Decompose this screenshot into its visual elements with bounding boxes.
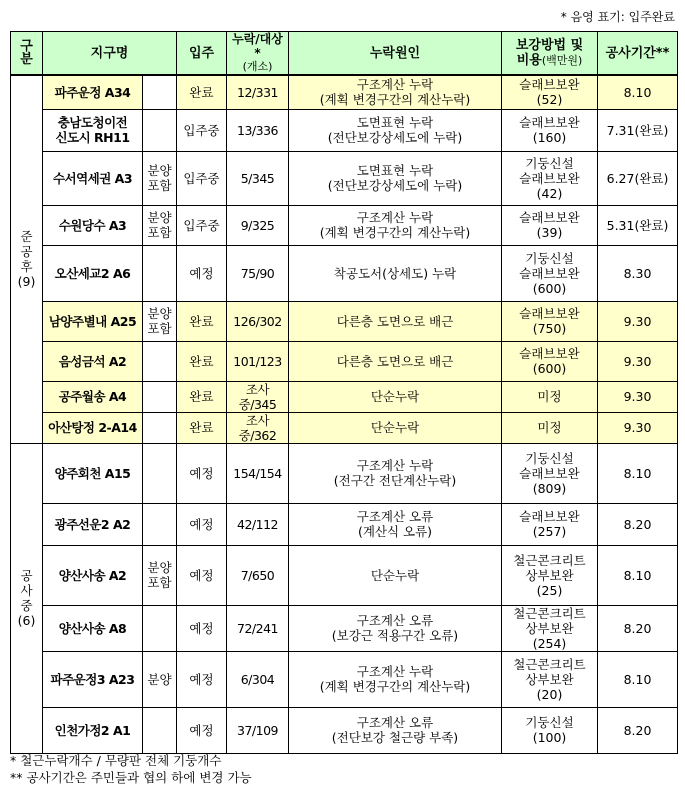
construction-period: 8.20 — [598, 605, 678, 651]
district-name — [43, 707, 143, 753]
table-row — [11, 651, 678, 707]
reinforcement-method-line: 미정 — [537, 420, 562, 435]
omission-cause-line: (전구간 전단계산누락) — [333, 473, 457, 488]
district-name — [43, 245, 143, 301]
omission-cause-line: 다른층 도면으로 배근 — [336, 313, 454, 329]
category-label: 공 — [20, 568, 33, 583]
district-name-line: 오산세교2 A6 — [54, 265, 131, 281]
omission-cause-line: (계획 변경구간의 계산누락) — [319, 92, 471, 108]
district-name-line: 양산사송 A8 — [58, 620, 127, 636]
table-row — [11, 545, 678, 605]
omission-count: 72/241 — [227, 605, 289, 651]
category-label: (9) — [17, 274, 36, 290]
header-district: 지구명 — [43, 32, 177, 76]
occupancy-status: 완료 — [177, 381, 227, 412]
omission-count: 7/650 — [227, 545, 289, 605]
reinforcement-method-line: 기둥신설 — [525, 250, 574, 266]
omission-cause — [289, 545, 502, 605]
category-cell — [11, 75, 43, 443]
omission-cause — [289, 151, 502, 205]
sale-note — [143, 412, 177, 443]
omission-count: 37/109 — [227, 707, 289, 753]
table-row — [11, 503, 678, 545]
omission-cause — [289, 443, 502, 503]
reinforcement-method-line: 기둥신설 — [525, 715, 574, 730]
district-name — [43, 651, 143, 707]
omission-cause-line: 도면표현 누락 — [356, 115, 434, 130]
reinforcement-method — [502, 443, 598, 503]
table-row — [11, 412, 678, 443]
district-name — [43, 503, 143, 545]
reinforcement-method-line: (39) — [536, 225, 563, 240]
omission-cause-line: 구조계산 오류 — [356, 715, 434, 730]
reinforcement-method-line: (52) — [536, 92, 563, 108]
header-occupancy: 입주 — [177, 32, 227, 76]
reinforcement-method-line: 슬래브보완 — [519, 170, 580, 186]
sale-note — [143, 245, 177, 301]
category-label: 중 — [20, 598, 33, 613]
header-period: 공사기간** — [598, 32, 678, 76]
reinforcement-method-line: 슬래브보완 — [519, 115, 580, 130]
occupancy-status: 예정 — [177, 545, 227, 605]
district-name-line: 인천가정2 A1 — [54, 722, 131, 738]
sale-note-line: 포함 — [147, 178, 172, 193]
sale-note-line: 분양 — [147, 163, 172, 178]
omission-cause — [289, 301, 502, 341]
sale-note — [143, 75, 177, 109]
district-name-line: 음성금석 A2 — [58, 353, 127, 369]
omission-cause-line: 단순누락 — [370, 389, 420, 404]
reinforcement-method-line: 기둥신설 — [525, 450, 574, 466]
omission-count: 75/90 — [227, 245, 289, 301]
sale-note — [143, 109, 177, 151]
sale-note — [143, 605, 177, 651]
occupancy-status: 완료 — [177, 75, 227, 109]
omission-count: 12/331 — [227, 75, 289, 109]
table-row — [11, 151, 678, 205]
omission-count: 154/154 — [227, 443, 289, 503]
district-name — [43, 205, 143, 245]
header-row — [11, 32, 678, 76]
omission-count: 6/304 — [227, 651, 289, 707]
reinforcement-method-line: 슬래브보완 — [519, 210, 580, 225]
header-omission: 누락/대상* (개소) — [227, 32, 289, 76]
sale-note-line: 포함 — [147, 321, 172, 336]
omission-cause — [289, 75, 502, 109]
district-name-line: 양주회천 A15 — [54, 465, 131, 481]
omission-cause-line: 구조계산 누락 — [356, 210, 434, 225]
omission-cause — [289, 109, 502, 151]
reinforcement-method-line: 철근콘크리트 — [513, 552, 586, 568]
footnotes — [10, 752, 252, 786]
omission-cause-line: 구조계산 누락 — [356, 664, 434, 679]
construction-period: 9.30 — [598, 381, 678, 412]
district-name — [43, 412, 143, 443]
reinforcement-method-line: (42) — [536, 185, 563, 201]
omission-table — [10, 31, 678, 754]
occupancy-status: 예정 — [177, 503, 227, 545]
reinforcement-method-line: 상부보완 — [525, 567, 574, 583]
occupancy-status: 예정 — [177, 245, 227, 301]
sale-note — [143, 503, 177, 545]
omission-cause-line: (계산식 오류) — [357, 524, 433, 539]
reinforcement-method-line: (809) — [532, 480, 567, 496]
omission-cause — [289, 707, 502, 753]
omission-cause-line: 구조계산 오류 — [356, 509, 434, 524]
reinforcement-method — [502, 381, 598, 412]
district-name-line: 파주운정3 A23 — [50, 671, 135, 687]
district-name — [43, 443, 143, 503]
omission-cause — [289, 381, 502, 412]
omission-count: 13/336 — [227, 109, 289, 151]
sale-note — [143, 545, 177, 605]
district-name-line: 공주월송 A4 — [58, 389, 127, 404]
construction-period: 8.20 — [598, 707, 678, 753]
category-label: 공 — [20, 244, 33, 260]
construction-period: 6.27(완료) — [598, 151, 678, 205]
table-row — [11, 109, 678, 151]
omission-cause-line: 단순누락 — [370, 420, 420, 435]
table-row — [11, 605, 678, 651]
table-row — [11, 75, 678, 109]
category-label: 사 — [20, 583, 33, 598]
construction-period: 9.30 — [598, 301, 678, 341]
omission-cause-line: 착공도서(상세도) 누락 — [333, 265, 457, 281]
reinforcement-method — [502, 151, 598, 205]
occupancy-status: 완료 — [177, 412, 227, 443]
header-cause: 누락원인 — [289, 32, 502, 76]
omission-cause-line: 구조계산 누락 — [356, 77, 434, 93]
reinforcement-method — [502, 341, 598, 381]
construction-period: 8.30 — [598, 245, 678, 301]
sale-note-line: 포함 — [147, 225, 172, 240]
header-reinforce: 보강방법 및 비용(백만원) — [502, 32, 598, 76]
reinforcement-method — [502, 707, 598, 753]
sale-note-line: 분양 — [147, 210, 172, 225]
omission-count: 126/302 — [227, 301, 289, 341]
reinforcement-method-line: (100) — [532, 730, 567, 745]
reinforcement-method-line: 상부보완 — [525, 620, 574, 636]
reinforcement-method-line: 상부보완 — [525, 671, 574, 687]
table-row — [11, 341, 678, 381]
omission-count: 조사중/362 — [227, 412, 289, 443]
occupancy-status: 입주중 — [177, 109, 227, 151]
omission-cause — [289, 605, 502, 651]
district-name-line: 양산사송 A2 — [58, 567, 127, 583]
reinforcement-method — [502, 605, 598, 651]
sale-note-line: 분양 — [147, 671, 172, 687]
omission-cause — [289, 503, 502, 545]
reinforcement-method-line: (257) — [532, 524, 567, 539]
omission-cause-line: 구조계산 오류 — [356, 613, 434, 628]
district-name-line: 아산탕정 2-A14 — [48, 420, 137, 435]
district-name-line: 수원당수 A3 — [58, 217, 127, 233]
district-name — [43, 151, 143, 205]
sale-note — [143, 443, 177, 503]
category-cell — [11, 443, 43, 753]
district-name — [43, 75, 143, 109]
category-label: 후 — [20, 259, 33, 275]
reinforcement-method-line: (254) — [532, 635, 567, 651]
district-name-line: 신도시 RH11 — [55, 130, 130, 145]
table-row — [11, 205, 678, 245]
header-category: 구분 — [11, 32, 43, 76]
omission-cause — [289, 205, 502, 245]
reinforcement-method — [502, 503, 598, 545]
omission-cause — [289, 341, 502, 381]
sale-note — [143, 651, 177, 707]
reinforcement-method-line: 슬래브보완 — [519, 265, 580, 281]
omission-cause-line: 도면표현 누락 — [356, 163, 434, 178]
omission-count: 42/112 — [227, 503, 289, 545]
category-label: 준 — [20, 229, 33, 245]
district-name — [43, 605, 143, 651]
table-row — [11, 381, 678, 412]
district-name-line: 광주선운2 A2 — [54, 516, 131, 532]
reinforcement-method-line: 기둥신설 — [525, 155, 574, 171]
omission-cause-line: (전단보강상세도에 누락) — [327, 178, 463, 193]
occupancy-status: 예정 — [177, 443, 227, 503]
sale-note-line: 포함 — [147, 575, 172, 590]
construction-period: 8.10 — [598, 545, 678, 605]
omission-cause — [289, 245, 502, 301]
reinforcement-method — [502, 205, 598, 245]
reinforcement-method-line: 미정 — [537, 389, 562, 404]
occupancy-status: 입주중 — [177, 205, 227, 245]
reinforcement-method-line: (750) — [532, 321, 567, 336]
occupancy-status: 예정 — [177, 707, 227, 753]
sale-note — [143, 151, 177, 205]
district-name — [43, 341, 143, 381]
district-name — [43, 301, 143, 341]
table-row — [11, 707, 678, 753]
sale-note — [143, 707, 177, 753]
reinforcement-method-line: (20) — [536, 686, 563, 702]
construction-period: 7.31(완료) — [598, 109, 678, 151]
district-name-line: 파주운정 A34 — [54, 84, 131, 100]
omission-cause-line: (계획 변경구간의 계산누락) — [319, 225, 471, 240]
reinforcement-method-line: 슬래브보완 — [519, 77, 580, 93]
reinforcement-method-line: 슬래브보완 — [519, 509, 580, 524]
reinforcement-method — [502, 545, 598, 605]
reinforcement-method-line: 철근콘크리트 — [513, 656, 586, 672]
reinforcement-method-line: 철근콘크리트 — [513, 605, 586, 621]
omission-cause-line: (계획 변경구간의 계산누락) — [319, 679, 471, 694]
construction-period: 8.20 — [598, 503, 678, 545]
omission-cause-line: (전단보강 철근량 부족) — [331, 730, 459, 745]
reinforcement-method — [502, 245, 598, 301]
construction-period: 9.30 — [598, 412, 678, 443]
occupancy-status: 입주중 — [177, 151, 227, 205]
occupancy-status: 예정 — [177, 605, 227, 651]
category-label: (6) — [17, 613, 36, 628]
omission-cause-line: 다른층 도면으로 배근 — [336, 353, 454, 369]
construction-period: 5.31(완료) — [598, 205, 678, 245]
reinforcement-method-line: 슬래브보완 — [519, 306, 580, 321]
omission-cause-line: (전단보강상세도에 누락) — [327, 130, 463, 145]
sale-note-line: 분양 — [147, 560, 172, 575]
occupancy-status: 예정 — [177, 651, 227, 707]
omission-cause-line: 단순누락 — [370, 567, 420, 583]
reinforcement-method — [502, 75, 598, 109]
district-name-line: 남양주별내 A25 — [48, 313, 137, 329]
reinforcement-method-line: (160) — [532, 130, 567, 145]
omission-cause — [289, 412, 502, 443]
reinforcement-method-line: (600) — [532, 280, 567, 296]
sale-note — [143, 301, 177, 341]
reinforcement-method-line: (600) — [532, 361, 567, 376]
occupancy-status: 완료 — [177, 341, 227, 381]
district-name-line: 충남도청이전 — [57, 115, 128, 130]
district-name — [43, 109, 143, 151]
sale-note — [143, 341, 177, 381]
omission-count: 5/345 — [227, 151, 289, 205]
footnote-1: * 철근누락개수 / 무량판 전체 기둥개수 — [10, 753, 222, 768]
reinforcement-method — [502, 651, 598, 707]
reinforcement-method-line: 슬래브보완 — [519, 465, 580, 481]
construction-period: 9.30 — [598, 341, 678, 381]
reinforcement-method — [502, 301, 598, 341]
shading-legend: * 음영 표기: 입주완료 — [560, 10, 675, 24]
sale-note-line: 분양 — [147, 306, 172, 321]
omission-cause-line: (보강근 적용구간 오류) — [331, 628, 459, 643]
omission-cause — [289, 651, 502, 707]
omission-count: 조사중/345 — [227, 381, 289, 412]
table-row — [11, 245, 678, 301]
construction-period: 8.10 — [598, 75, 678, 109]
sale-note — [143, 381, 177, 412]
reinforcement-method-line: (25) — [536, 582, 563, 598]
reinforcement-method — [502, 412, 598, 443]
footnote-2: ** 공사기간은 주민들과 협의 하에 변경 가능 — [10, 770, 252, 785]
reinforcement-method-line: 슬래브보완 — [519, 346, 580, 361]
sale-note — [143, 205, 177, 245]
district-name-line: 수서역세권 A3 — [52, 170, 133, 186]
table-row — [11, 443, 678, 503]
district-name — [43, 545, 143, 605]
district-name — [43, 381, 143, 412]
omission-count: 9/325 — [227, 205, 289, 245]
construction-period: 8.10 — [598, 443, 678, 503]
omission-count: 101/123 — [227, 341, 289, 381]
occupancy-status: 완료 — [177, 301, 227, 341]
table-row — [11, 301, 678, 341]
omission-cause-line: 구조계산 누락 — [356, 458, 434, 473]
reinforcement-method — [502, 109, 598, 151]
construction-period: 8.10 — [598, 651, 678, 707]
